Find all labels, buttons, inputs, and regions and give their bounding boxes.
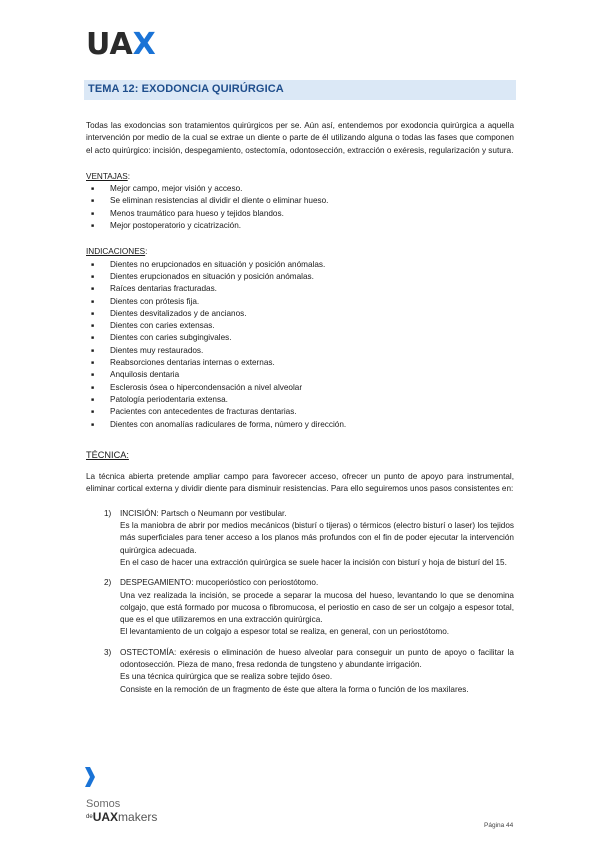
indicaciones-label: INDICACIONES (86, 247, 146, 257)
footer-makers: makers (118, 810, 158, 824)
step-item (86, 647, 514, 696)
list-item: ■ Dientes con caries extensas. (86, 320, 514, 332)
document-body (86, 120, 514, 704)
list-item: ■ Dientes con anomalías radiculares de forma, número y dirección. (86, 419, 514, 431)
list-item: ■ Dientes erupcionados en situación y posición anómalas. (86, 271, 514, 283)
tecnica-steps (86, 508, 514, 696)
logo-x: X (132, 27, 156, 62)
indicaciones-colon: : (145, 247, 148, 257)
step-text: Consiste en la remoción de un fragmento de éste que altera la forma o función de los maxilares. (120, 684, 469, 694)
list-item: ■ Esclerosis ósea o hipercondensación a nivel alveolar (86, 382, 514, 394)
ventajas-list (86, 183, 514, 232)
step-item (86, 508, 514, 569)
indicaciones-list (86, 259, 514, 431)
list-item: ■ Pacientes con antecedentes de fracturas dentarias. (86, 406, 514, 418)
list-item: ■ Dientes muy restaurados. (86, 345, 514, 357)
step-text: Es la maniobra de abrir por medios mecánicos (bisturí o tijeras) o térmicos (electro bisturí o laser) los tejidos más superficiales para tener acceso a los planos más profundos con el fin de poder ejecutar la intervención quirúrgica adecuada. (120, 521, 514, 555)
list-item: ■ Dientes con caries subgingivales. (86, 332, 514, 344)
list-item: ■ Reabsorciones dentarias internas o externas. (86, 357, 514, 369)
indicaciones-heading (86, 246, 514, 258)
list-item: ■ Dientes desvitalizados y de ancianos. (86, 308, 514, 320)
list-item: ■ Menos traumático para hueso y tejidos blandos. (86, 208, 514, 220)
section-title-bar (84, 80, 516, 100)
step-number: 1) (104, 508, 112, 518)
chevron-right-icon (84, 766, 96, 793)
ventajas-label: VENTAJAS (86, 171, 128, 181)
ventajas-colon: : (127, 171, 130, 181)
list-item: ■ Anquilosis dentaria (86, 369, 514, 381)
intro-paragraph: Todas las exodoncias son tratamientos quirúrgicos per se. Aún así, entendemos por exodoncia quirúrgica a aquella intervención por medio de la cual se extrae un diente o parte de él utilizando alguna o todas las fases que componen el acto quirúrgico: incisión, despegamiento, ostectomía, odontosección, extracción o exéresis, regularización y sutura. (86, 121, 514, 155)
page-title: TEMA 12: EXODONCIA QUIRÚRGICA (88, 83, 284, 95)
step-title: OSTECTOMÍA: exéresis o eliminación de hueso alveolar para conseguir un punto de apoyo o facilitar la odontosección. Pieza de mano, fresa redonda de tungsteno y abundante irrigación. (120, 647, 514, 669)
step-title: INCISIÓN: Partsch o Neumann por vestibular. (120, 508, 287, 518)
step-number: 2) (104, 578, 112, 588)
list-item: ■ Dientes no erupcionados en situación y posición anómalas. (86, 259, 514, 271)
list-item: ■ Dientes con prótesis fija. (86, 296, 514, 308)
step-text: Es una técnica quirúrgica que se realiza sobre tejido óseo. (120, 672, 333, 682)
logo-text: UA (86, 27, 133, 62)
list-item: ■ Mejor postoperatorio y cicatrización. (86, 220, 514, 232)
list-item: ■ Mejor campo, mejor visión y acceso. (86, 183, 514, 195)
footer-uax: UAX (92, 810, 119, 824)
step-number: 3) (104, 647, 112, 657)
list-item: ■ Raíces dentarias fracturadas. (86, 283, 514, 295)
list-item: ■ Se eliminan resistencias al dividir el diente o eliminar hueso. (86, 195, 514, 207)
step-title: DESPEGAMIENTO: mucoperióstico con periostótomo. (120, 578, 319, 588)
step-item (86, 577, 514, 638)
step-text: El levantamiento de un colgajo a espesor total se realiza, en general, con un periostótomo. (120, 627, 450, 637)
footer-brand (86, 810, 157, 824)
footer-de: de (86, 814, 93, 820)
uax-logo (86, 28, 156, 62)
footer-somos: Somos (86, 798, 121, 810)
ventajas-heading (86, 171, 514, 183)
step-text: En el caso de hacer una extracción quirúrgica se suele hacer la incisión con bisturí y hoja de bisturí del 15. (120, 557, 507, 567)
step-text: Una vez realizada la incisión, se procede a separar la mucosa del hueso, levantando lo que se denomina colgajo, que está formado por mucosa o fibromucosa, el periostio en caso de ser un colgajo a espesor total, que es el que utilizaremos en una extracción quirúrgica. (120, 590, 514, 625)
list-item: ■ Patología periodentaria extensa. (86, 394, 514, 406)
tecnica-intro: La técnica abierta pretende ampliar campo para favorecer acceso, ofrecer un punto de apoyo para instrumental, eliminar cortical externa y dividir diente para disminuir resistencias. Para ello seguiremos unos pasos consistentes en: (86, 472, 514, 494)
tecnica-heading: TÉCNICA: (86, 449, 129, 460)
page-number: Página 44 (484, 822, 514, 829)
